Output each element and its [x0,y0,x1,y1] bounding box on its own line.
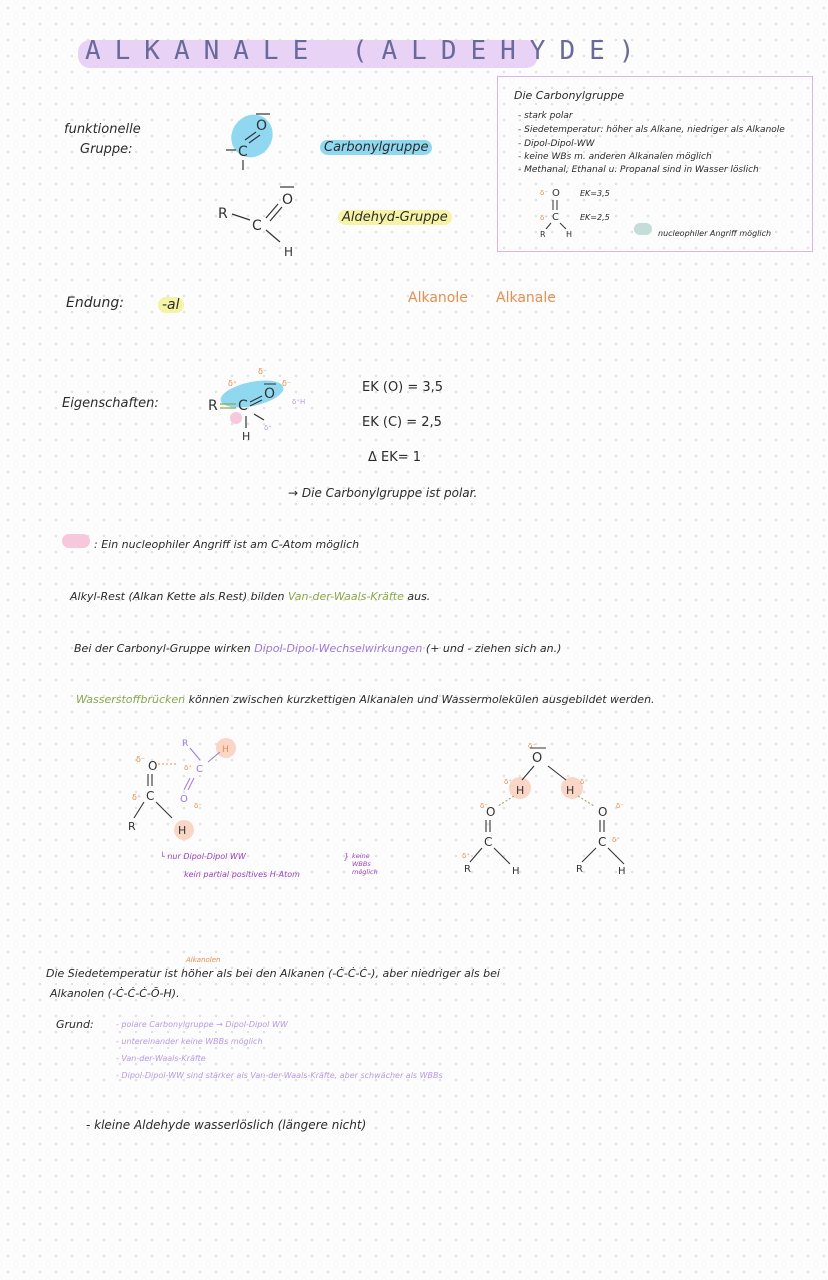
svg-text:δ⁺: δ⁺ [184,764,192,772]
svg-text:δ⁺: δ⁺ [132,793,142,802]
svg-text:δ⁻: δ⁻ [528,742,536,750]
svg-text:δ⁻: δ⁻ [136,755,146,764]
brace-note: keine WBBs möglich [352,852,378,876]
svg-text:R: R [464,864,471,875]
svg-text:R: R [208,398,218,414]
svg-text:H: H [566,230,573,239]
delta-ek: Δ EK= 1 [368,450,422,465]
svg-text:δ⁺: δ⁺ [462,852,470,860]
svg-text:δ⁻: δ⁻ [616,802,624,810]
svg-text:R: R [128,820,136,833]
svg-text:C: C [484,835,493,849]
svg-text:H: H [242,430,251,443]
box-item: - keine WBs m. anderen Alkanalen möglich [518,152,712,162]
svg-text:H: H [566,784,575,797]
diagram-note-2: kein partial positives H-Atom [184,870,300,879]
box-item: - Siedetemperatur: höher als Alkane, niedriger als Alkanole [518,125,785,135]
svg-text:O: O [486,805,496,819]
svg-text:δ⁺: δ⁺ [612,836,620,844]
carbonyl-info-box [497,76,813,252]
svg-text:R: R [540,230,546,239]
svg-text:O: O [264,386,276,402]
carbonyl-group-structure [226,110,286,174]
final-note: - kleine Aldehyde wasserlöslich (längere nicht) [86,1118,367,1132]
svg-text:C: C [598,835,607,849]
box-ek-c: EK=2,5 [580,213,610,222]
reason-item: - Dipol-Dipol-WW sind stärker als Van-der-Waals-Kräfte, aber schwächer als WBBs [116,1071,443,1080]
reason-item: - polare Carbonylgruppe → Dipol-Dipol WW [116,1020,288,1029]
svg-text:O: O [552,188,560,199]
svg-text:O: O [282,192,294,208]
reason-item: - untereinander keine WBBs möglich [116,1037,263,1046]
reason-label: Grund: [56,1018,94,1031]
hbond-note: Wasserstoffbrücken können zwischen kurzkettigen Alkanalen und Wassermolekülen ausgebildet werden. [76,693,655,706]
alkyl-note: Alkyl-Rest (Alkan Kette als Rest) bilden Van-der-Waals-Kräfte aus. [70,590,431,603]
reason-item: - Van-der-Waals-Kräfte [116,1054,206,1063]
boiling-line-1: Die Siedetemperatur ist höher als bei den Alkanen (-Ċ-Ċ-Ċ-), aber niedriger als bei [46,967,500,980]
functional-group-label-2: Gruppe: [80,142,133,157]
svg-text:δ⁺: δ⁺ [228,379,238,388]
page-title: ALKANALE (ALDEHYDE) [85,36,649,66]
ek-o: EK (O) = 3,5 [362,380,444,395]
svg-text:δ⁺: δ⁺ [580,778,588,786]
alkanolen-insert: Alkanolen [186,956,221,964]
svg-text:R: R [182,739,189,749]
svg-text:C: C [238,398,248,414]
nucleophil-legend-swatch [634,223,652,235]
carbonyl-note: Bei der Carbonyl-Gruppe wirken Dipol-Dipol-Wechselwirkungen (+ und - ziehen sich an.) [74,642,562,655]
svg-text:O: O [532,751,543,766]
svg-text:H: H [284,245,294,259]
svg-text:δ⁺: δ⁺ [504,778,512,786]
boiling-line-2: Alkanolen (-Ċ-Ċ-Ċ-Ō-H). [50,987,180,1000]
svg-text:R: R [218,206,228,222]
svg-text:C: C [252,218,262,234]
svg-text:δ⁻: δ⁻ [258,367,268,376]
box-item: - Dipol-Dipol-WW [518,139,595,149]
svg-text:δ⁻: δ⁻ [540,189,548,197]
svg-text:δ⁺H: δ⁺H [292,398,306,406]
hydrogen-bond-diagram [454,736,654,876]
aldehyde-dipole-diagram [120,734,270,844]
diagram-brace: } [344,852,350,861]
svg-text:δ⁻: δ⁻ [194,802,202,810]
svg-text:H: H [222,745,229,755]
svg-text:δ⁻: δ⁻ [480,802,488,810]
aldehyde-label: Aldehyd-Gruppe [338,210,452,225]
svg-text:O: O [180,794,188,805]
box-legend: nucleophiler Angriff möglich [658,229,772,238]
svg-text:H: H [178,824,187,837]
box-item: - Methanal, Ethanal u. Propanal sind in Wasser löslich [518,165,759,175]
alkanole-word: Alkanole [408,290,468,306]
svg-text:C: C [238,144,248,160]
aldehyde-group-structure [218,184,308,264]
svg-text:C: C [552,212,559,223]
svg-text:H: H [512,866,520,877]
box-ek-o: EK=3,5 [580,189,610,198]
carbonyl-label: Carbonylgruppe [320,140,432,155]
alkanale-word: Alkanale [496,290,556,306]
svg-text:H: H [618,866,626,877]
ending-value: -al [158,297,184,313]
box-item: - stark polar [518,111,573,121]
polarity-conclusion: → Die Carbonylgruppe ist polar. [288,486,478,500]
svg-text:C: C [146,789,155,803]
svg-text:δ⁺: δ⁺ [540,214,548,222]
diagram-note-1: └ nur Dipol-Dipol WW [160,852,246,861]
svg-text:H: H [516,784,525,797]
functional-group-label-1: funktionelle [64,122,141,137]
nucleophil-note: : Ein nucleophiler Angriff ist am C-Atom möglich [94,538,360,551]
svg-text:O: O [256,118,268,134]
ek-c: EK (C) = 2,5 [362,415,442,430]
ending-label: Endung: [66,295,124,311]
svg-text:O: O [598,805,608,819]
svg-text:O: O [148,759,158,773]
svg-text:C: C [196,764,203,775]
svg-text:R: R [576,864,583,875]
svg-text:δ⁻: δ⁻ [282,379,292,388]
svg-text:δ⁺: δ⁺ [264,424,272,432]
nucleophil-swatch [62,534,90,548]
box-title: Die Carbonylgruppe [514,89,625,102]
properties-label: Eigenschaften: [62,396,159,411]
polar-carbonyl-structure [206,364,316,444]
